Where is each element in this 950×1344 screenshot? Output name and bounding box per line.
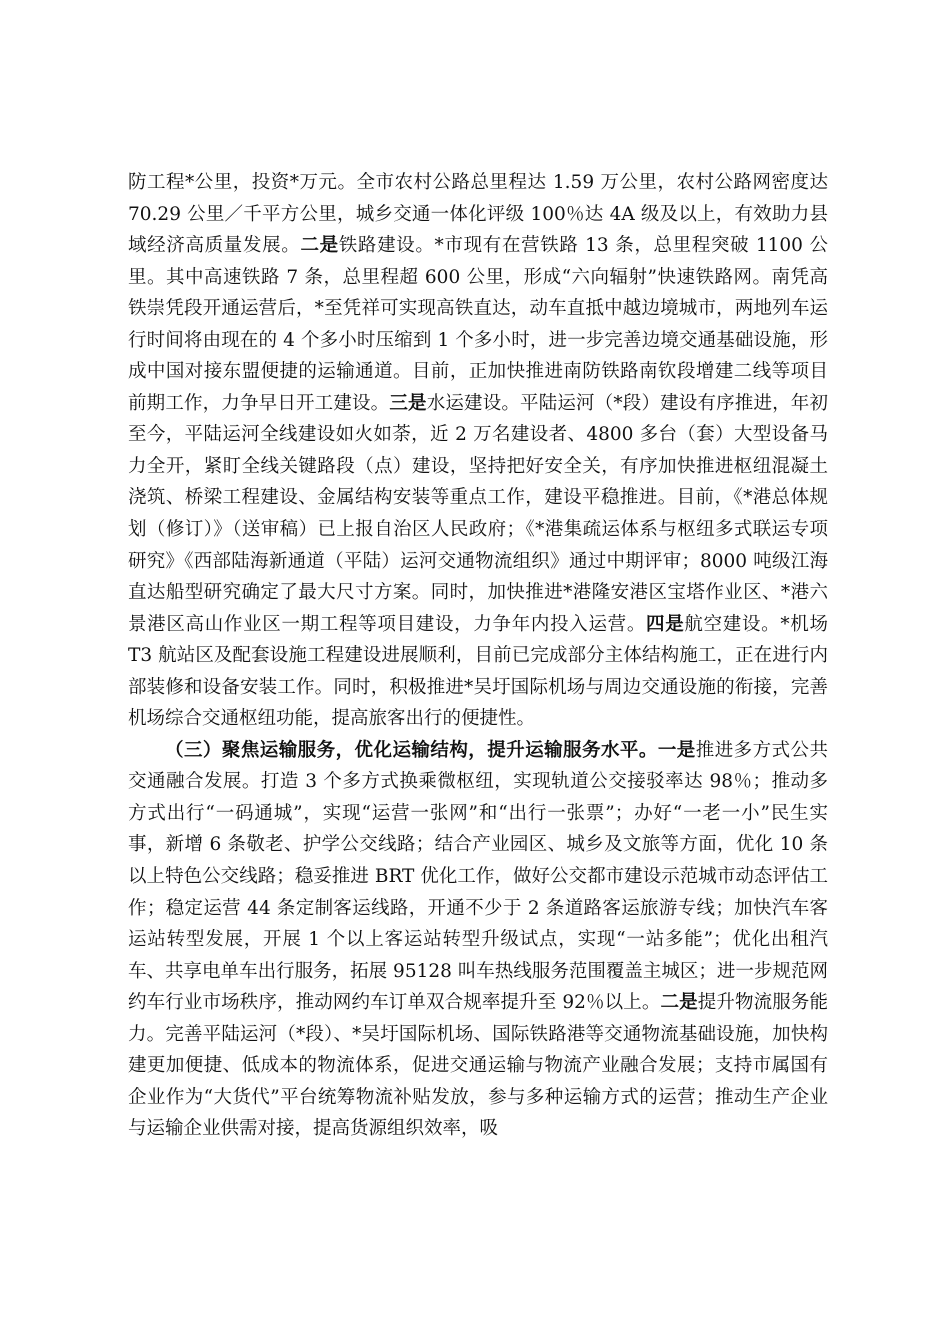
text-run: 防工程*公里，投资*万元。全市农村公路总里程达 1.59 万公里，农村公路网密度达 70.29 公里／千平方公里，城乡交通一体化评级 100％达 4A 级及以上，有效助力县域经济高质量发展。 xyxy=(128,172,828,257)
bold-run: 三是 xyxy=(389,392,427,414)
text-run: 提升物流服务能力。完善平陆运河（*段）、*吴圩国际机场、国际铁路港等交通物流基础设施，加快构建更加便捷、低成本的物流体系，促进交通运输与物流产业融合发展；支持市属国有企业作为“大货代”平台统筹物流补贴发放，参与多种运输方式的运营；推动生产企业与运输企业供需对接，提高货源组织效率，吸 xyxy=(128,992,828,1140)
paragraph-infrastructure xyxy=(128,167,828,735)
bold-run: 二是 xyxy=(660,992,698,1014)
paragraph-transport-services xyxy=(128,735,828,1145)
text-run: 推进多方式公共交通融合发展。打造 3 个多方式换乘微枢纽，实现轨道公交接驳率达 98％；推动多方式出行“一码通城”，实现“运营一张网”和“出行一张票”；办好“一老一小”民生实事，新增 6 条敬老、护学公交线路；结合产业园区、城乡及文旅等方面，优化 10 条以上特色公交线路；稳妥推进 BRT 优化工作，做好公交都市建设示范城市动态评估工作；稳定运营 44 条定制客运线路，开通不少于 2 条道路客运旅游专线；加快汽车客运站转型发展，开展 1 个以上客运站转型升级试点，实现“一站多能”；优化出租汽车、共享电单车出行服务，拓展 95128 叫车热线服务范围覆盖主城区；进一步规范网约车行业市场秩序，推动网约车订单双合规率提升至 92％以上。 xyxy=(128,739,828,1014)
text-run: 航空建设。*机场 T3 航站区及配套设施工程建设进展顺利，目前已完成部分主体结构施工，正在进行内部装修和设备安装工作。同时，积极推进*吴圩国际机场与周边交通设施的衔接，完善机场综合交通枢纽功能，提高旅客出行的便捷性。 xyxy=(128,613,828,730)
bold-run: 二是 xyxy=(300,235,339,257)
text-run: 铁路建设。*市现有在营铁路 13 条，总里程突破 1100 公里。其中高速铁路 7 条，总里程超 600 公里，形成“六向辐射”快速铁路网。南凭高铁崇凭段开通运营后，*至凭祥可实现高铁直达，动车直抵中越边境城市，两地列车运行时间将由现在的 4 个多小时压缩到 1 个多小时，进一步完善边境交通基础设施，形成中国对接东盟便捷的运输通道。目前，正加快推进南防铁路南钦段增建二线等项目前期工作，力争早日开工建设。 xyxy=(128,235,828,414)
text-run: 水运建设。平陆运河（*段）建设有序推进，年初至今，平陆运河全线建设如火如荼，近 2 万名建设者、4800 多台（套）大型设备马力全开，紧盯全线关键路段（点）建设，坚持把好安全关，有序加快推进枢纽混凝土浇筑、桥梁工程建设、金属结构安装等重点工作，建设平稳推进。目前，《*港总体规划（修订）》（送审稿）已上报自治区人民政府；《*港集疏运体系与枢纽多式联运专项研究》《西部陆海新通道（平陆）运河交通物流组织》通过中期评审；8000 吨级江海直达船型研究确定了最大尺寸方案。同时，加快推进*港隆安港区宝塔作业区、*港六景港区高山作业区一期工程等项目建设，力争年内投入运营。 xyxy=(128,392,828,635)
bold-run: 四是 xyxy=(646,613,685,635)
document-page xyxy=(128,167,828,1145)
section-heading: （三）聚焦运输服务，优化运输结构，提升运输服务水平。一是 xyxy=(165,739,696,761)
